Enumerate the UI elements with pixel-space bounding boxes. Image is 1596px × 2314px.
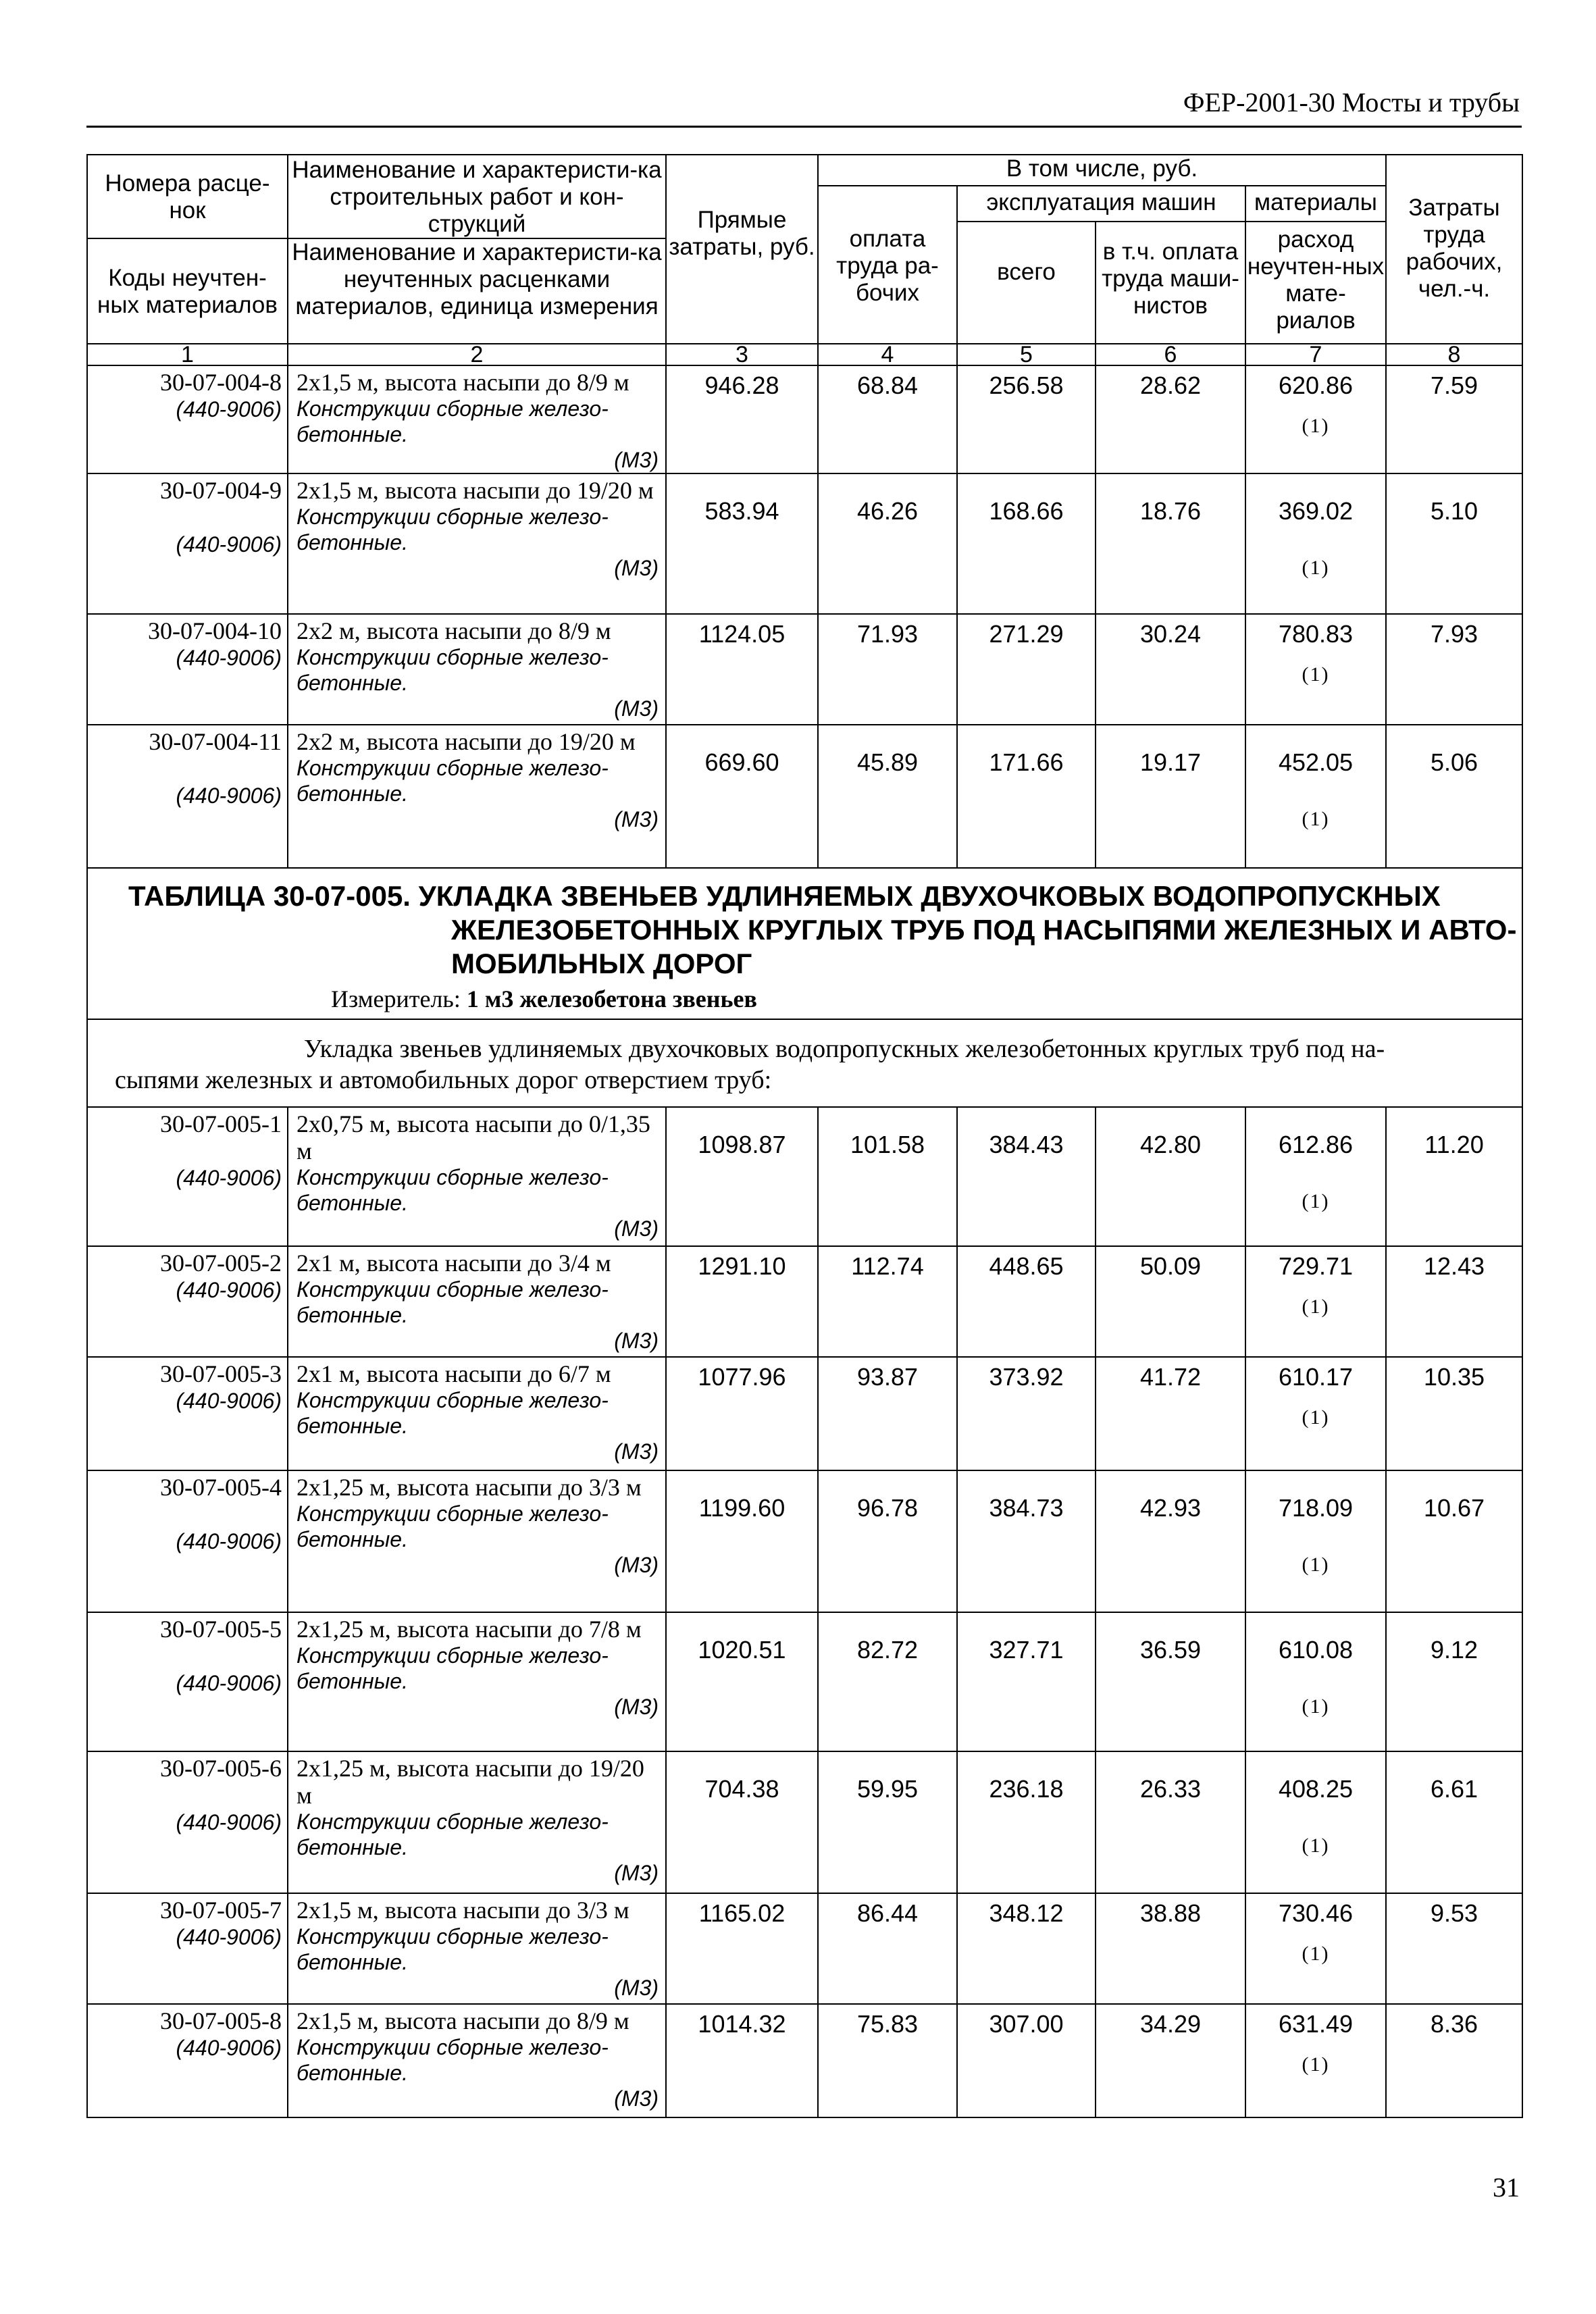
rate-code: 30-07-005-3 bbox=[160, 1360, 282, 1387]
material-unit: (М3) bbox=[614, 807, 659, 831]
material-unit: (М3) bbox=[614, 696, 659, 721]
material-unit: (М3) bbox=[614, 2086, 659, 2111]
material-quantity: (1) bbox=[1302, 1190, 1330, 1212]
description-cell bbox=[288, 725, 666, 868]
work-description: 2х1,5 м, высота насыпи до 19/20 м bbox=[297, 477, 654, 504]
materials-cost: 631.49 bbox=[1278, 2010, 1354, 2038]
direct-costs: 1098.87 bbox=[666, 1107, 818, 1246]
machines-total: 384.73 bbox=[957, 1470, 1096, 1612]
section-header-row bbox=[87, 868, 1522, 1019]
machines-total: 168.66 bbox=[957, 473, 1096, 614]
rate-row bbox=[87, 1470, 1522, 1612]
material-quantity: (1) bbox=[1302, 557, 1330, 579]
rate-code: 30-07-005-7 bbox=[160, 1897, 282, 1924]
materials-cell bbox=[1245, 725, 1386, 868]
description-cell bbox=[288, 365, 666, 473]
column-number: 2 bbox=[288, 344, 666, 365]
labor-pay: 68.84 bbox=[818, 365, 957, 473]
rate-code-cell bbox=[87, 725, 288, 868]
machines-total: 348.12 bbox=[957, 1893, 1096, 2004]
column-number: 4 bbox=[818, 344, 957, 365]
material-name: Конструкции сборные железо-бетонные. bbox=[297, 1643, 609, 1693]
labor-pay: 59.95 bbox=[818, 1751, 957, 1893]
rate-code-cell bbox=[87, 1893, 288, 2004]
material-name: Конструкции сборные железо-бетонные. bbox=[297, 505, 609, 555]
machinists-pay: 38.88 bbox=[1096, 1893, 1245, 2004]
work-description: 2х1 м, высота насыпи до 6/7 м bbox=[297, 1360, 611, 1387]
materials-cell bbox=[1245, 2004, 1386, 2117]
description-cell bbox=[288, 1612, 666, 1751]
description-cell bbox=[288, 473, 666, 614]
machines-total: 373.92 bbox=[957, 1357, 1096, 1470]
labor-hours: 5.10 bbox=[1386, 473, 1522, 614]
machines-total: 171.66 bbox=[957, 725, 1096, 868]
material-name: Конструкции сборные железо-бетонные. bbox=[297, 2035, 609, 2085]
material-name: Конструкции сборные железо-бетонные. bbox=[297, 1277, 609, 1327]
materials-cost: 369.02 bbox=[1278, 497, 1354, 525]
rate-code-cell bbox=[87, 2004, 288, 2117]
materials-cell bbox=[1245, 473, 1386, 614]
material-unit: (М3) bbox=[614, 1695, 659, 1719]
material-name: Конструкции сборные железо-бетонные. bbox=[297, 1809, 609, 1859]
rate-code: 30-07-004-8 bbox=[160, 369, 282, 396]
rate-code: 30-07-005-6 bbox=[160, 1755, 282, 1782]
description-cell bbox=[288, 1357, 666, 1470]
column-number: 7 bbox=[1245, 344, 1386, 365]
material-name: Конструкции сборные железо-бетонные. bbox=[297, 645, 609, 695]
labor-hours: 6.61 bbox=[1386, 1751, 1522, 1893]
labor-hours: 11.20 bbox=[1386, 1107, 1522, 1246]
machinists-pay: 42.93 bbox=[1096, 1470, 1245, 1612]
direct-costs: 1124.05 bbox=[666, 614, 818, 725]
material-unit: (М3) bbox=[614, 556, 659, 580]
labor-hours: 12.43 bbox=[1386, 1246, 1522, 1357]
column-number: 3 bbox=[666, 344, 818, 365]
materials-cost: 408.25 bbox=[1278, 1775, 1354, 1803]
section-title: ТАБЛИЦА 30-07-005. УКЛАДКА ЗВЕНЬЕВ УДЛИНЯЕМЫХ ДВУХОЧКОВЫХ ВОДОПРОПУСКНЫХ ЖЕЛЕЗОБЕТОННЫХ КРУГЛЫХ ТРУБ ПОД НАСЫПЯМИ ЖЕЛЕЗНЫХ И АВТО-МОБИЛЬНЫХ ДОРОГ bbox=[128, 880, 1517, 979]
rate-row bbox=[87, 1357, 1522, 1470]
column-number: 1 bbox=[87, 344, 288, 365]
materials-cost: 612.86 bbox=[1278, 1131, 1354, 1158]
rates-table bbox=[86, 154, 1523, 2118]
material-quantity: (1) bbox=[1302, 2053, 1330, 2076]
rate-row bbox=[87, 473, 1522, 614]
rate-code-cell bbox=[87, 1751, 288, 1893]
rate-row bbox=[87, 1893, 1522, 2004]
material-unit: (М3) bbox=[614, 1439, 659, 1464]
machines-header: эксплуатация машин bbox=[957, 186, 1245, 222]
machinists-pay: 18.76 bbox=[1096, 473, 1245, 614]
material-unit: (М3) bbox=[614, 1553, 659, 1577]
description-cell bbox=[288, 2004, 666, 2117]
rate-code: 30-07-005-4 bbox=[160, 1474, 282, 1501]
rate-code-cell bbox=[87, 1612, 288, 1751]
labor-hours: 8.36 bbox=[1386, 2004, 1522, 2117]
material-code: (440-9006) bbox=[176, 783, 282, 808]
machines-total: 256.58 bbox=[957, 365, 1096, 473]
rate-code: 30-07-005-2 bbox=[160, 1250, 282, 1277]
machinists-pay: 19.17 bbox=[1096, 725, 1245, 868]
column-number: 8 bbox=[1386, 344, 1522, 365]
material-code: (440-9006) bbox=[176, 397, 282, 421]
materials-cell bbox=[1245, 1612, 1386, 1751]
material-code: (440-9006) bbox=[176, 1278, 282, 1302]
subheading-row bbox=[87, 1019, 1522, 1107]
direct-costs: 669.60 bbox=[666, 725, 818, 868]
direct-costs: 704.38 bbox=[666, 1751, 818, 1893]
machines-total: 384.43 bbox=[957, 1107, 1096, 1246]
direct-costs: 1165.02 bbox=[666, 1893, 818, 2004]
material-quantity: (1) bbox=[1302, 1406, 1330, 1429]
rate-code-cell bbox=[87, 1107, 288, 1246]
rate-code-cell bbox=[87, 1357, 288, 1470]
material-unit: (М3) bbox=[614, 448, 659, 472]
materials-cost: 620.86 bbox=[1278, 371, 1354, 399]
material-name: Конструкции сборные железо-бетонные. bbox=[297, 1388, 609, 1438]
machines-total: 448.65 bbox=[957, 1246, 1096, 1357]
machinists-pay: 28.62 bbox=[1096, 365, 1245, 473]
materials-cost: 610.17 bbox=[1278, 1363, 1354, 1391]
labor-pay: 86.44 bbox=[818, 1893, 957, 2004]
work-description: 2х1,25 м, высота насыпи до 19/20 м bbox=[297, 1755, 644, 1809]
col1-header-bottom: Коды неучтен-ных материалов bbox=[87, 238, 288, 344]
labor-hours: 9.12 bbox=[1386, 1612, 1522, 1751]
materials-cost: 730.46 bbox=[1278, 1899, 1354, 1927]
rate-row bbox=[87, 1612, 1522, 1751]
material-unit: (М3) bbox=[614, 1329, 659, 1353]
machinists-pay: 50.09 bbox=[1096, 1246, 1245, 1357]
rate-code: 30-07-005-5 bbox=[160, 1616, 282, 1643]
material-unit: (М3) bbox=[614, 1976, 659, 2000]
materials-cost: 729.71 bbox=[1278, 1252, 1354, 1280]
col8-header: Затраты труда рабочих, чел.-ч. bbox=[1386, 155, 1522, 344]
machinists-pay: 34.29 bbox=[1096, 2004, 1245, 2117]
header-rule bbox=[86, 126, 1522, 128]
direct-costs: 1077.96 bbox=[666, 1357, 818, 1470]
work-description: 2х1 м, высота насыпи до 3/4 м bbox=[297, 1250, 611, 1277]
col1-header-top: Номера расце-нок bbox=[87, 155, 288, 238]
col2-header-top: Наименование и характеристи-ка строительных работ и кон-струкций bbox=[288, 155, 666, 238]
rate-code-cell bbox=[87, 614, 288, 725]
rate-row bbox=[87, 365, 1522, 473]
work-description: 2х1,5 м, высота насыпи до 8/9 м bbox=[297, 369, 629, 396]
labor-pay: 82.72 bbox=[818, 1612, 957, 1751]
material-quantity: (1) bbox=[1302, 808, 1330, 830]
material-quantity: (1) bbox=[1302, 663, 1330, 686]
description-cell bbox=[288, 1107, 666, 1246]
machinists-pay: 41.72 bbox=[1096, 1357, 1245, 1470]
work-description: 2х1,25 м, высота насыпи до 7/8 м bbox=[297, 1616, 642, 1643]
col7-header: расход неучтен-ных мате-риалов bbox=[1245, 222, 1386, 344]
rate-code-cell bbox=[87, 1246, 288, 1357]
material-name: Конструкции сборные железо-бетонные. bbox=[297, 1924, 609, 1974]
material-name: Конструкции сборные железо-бетонные. bbox=[297, 1501, 609, 1551]
machinists-pay: 30.24 bbox=[1096, 614, 1245, 725]
machinists-pay: 36.59 bbox=[1096, 1612, 1245, 1751]
work-description: 2х1,25 м, высота насыпи до 3/3 м bbox=[297, 1474, 642, 1501]
running-header: ФЕР-2001-30 Мосты и трубы bbox=[1183, 87, 1520, 118]
material-name: Конструкции сборные железо-бетонные. bbox=[297, 396, 609, 446]
labor-hours: 5.06 bbox=[1386, 725, 1522, 868]
description-cell bbox=[288, 614, 666, 725]
machines-total: 271.29 bbox=[957, 614, 1096, 725]
material-name: Конструкции сборные железо-бетонные. bbox=[297, 1165, 609, 1215]
materials-cell bbox=[1245, 1751, 1386, 1893]
column-number: 5 bbox=[957, 344, 1096, 365]
materials-cell bbox=[1245, 1893, 1386, 2004]
work-description: 2х1,5 м, высота насыпи до 8/9 м bbox=[297, 2007, 629, 2034]
material-quantity: (1) bbox=[1302, 1943, 1330, 1965]
description-cell bbox=[288, 1893, 666, 2004]
material-quantity: (1) bbox=[1302, 1695, 1330, 1718]
rate-row bbox=[87, 614, 1522, 725]
direct-costs: 1291.10 bbox=[666, 1246, 818, 1357]
material-code: (440-9006) bbox=[176, 1925, 282, 1949]
rate-row bbox=[87, 1751, 1522, 1893]
labor-hours: 7.59 bbox=[1386, 365, 1522, 473]
subheading: Укладка звеньев удлиняемых двухочковых водопропускных железобетонных круглых труб под на- сыпями железных и автомобильных дорог отверстием труб: bbox=[87, 1019, 1522, 1107]
material-quantity: (1) bbox=[1302, 1295, 1330, 1318]
work-description: 2х2 м, высота насыпи до 8/9 м bbox=[297, 617, 611, 644]
col3-header: Прямые затраты, руб. bbox=[666, 155, 818, 344]
work-description: 2х2 м, высота насыпи до 19/20 м bbox=[297, 728, 636, 755]
direct-costs: 583.94 bbox=[666, 473, 818, 614]
description-cell bbox=[288, 1470, 666, 1612]
rate-code-cell bbox=[87, 1470, 288, 1612]
col5-header: всего bbox=[957, 222, 1096, 344]
materials-cell bbox=[1245, 614, 1386, 725]
work-description: 2х1,5 м, высота насыпи до 3/3 м bbox=[297, 1897, 629, 1924]
material-code: (440-9006) bbox=[176, 1671, 282, 1695]
machines-total: 307.00 bbox=[957, 2004, 1096, 2117]
material-quantity: (1) bbox=[1302, 415, 1330, 437]
materials-cost: 718.09 bbox=[1278, 1494, 1354, 1522]
col6-header: в т.ч. оплата труда маши-нистов bbox=[1096, 222, 1245, 344]
material-code: (440-9006) bbox=[176, 532, 282, 557]
material-unit: (М3) bbox=[614, 1861, 659, 1885]
rate-row bbox=[87, 1246, 1522, 1357]
labor-hours: 10.35 bbox=[1386, 1357, 1522, 1470]
material-code: (440-9006) bbox=[176, 1166, 282, 1190]
materials-cell bbox=[1245, 1107, 1386, 1246]
materials-cell bbox=[1245, 1470, 1386, 1612]
section-unit: Измеритель: 1 м3 железобетона звеньев bbox=[331, 985, 757, 1012]
labor-pay: 46.26 bbox=[818, 473, 957, 614]
material-name: Конструкции сборные железо-бетонные. bbox=[297, 756, 609, 806]
column-numbers-row bbox=[87, 344, 1522, 365]
material-code: (440-9006) bbox=[176, 2036, 282, 2060]
direct-costs: 946.28 bbox=[666, 365, 818, 473]
rate-row bbox=[87, 725, 1522, 868]
labor-hours: 10.67 bbox=[1386, 1470, 1522, 1612]
rate-code-cell bbox=[87, 365, 288, 473]
labor-pay: 101.58 bbox=[818, 1107, 957, 1246]
description-cell bbox=[288, 1246, 666, 1357]
column-number: 6 bbox=[1096, 344, 1245, 365]
materials-cost: 452.05 bbox=[1278, 748, 1354, 776]
labor-hours: 7.93 bbox=[1386, 614, 1522, 725]
materials-cell bbox=[1245, 365, 1386, 473]
materials-cost: 780.83 bbox=[1278, 620, 1354, 648]
rate-code-cell bbox=[87, 473, 288, 614]
direct-costs: 1014.32 bbox=[666, 2004, 818, 2117]
rate-code: 30-07-005-8 bbox=[160, 2007, 282, 2034]
material-code: (440-9006) bbox=[176, 1810, 282, 1834]
rate-code: 30-07-004-10 bbox=[148, 617, 282, 644]
machinists-pay: 26.33 bbox=[1096, 1751, 1245, 1893]
material-code: (440-9006) bbox=[176, 1529, 282, 1553]
labor-pay: 45.89 bbox=[818, 725, 957, 868]
page-number: 31 bbox=[1493, 2172, 1520, 2203]
materials-cost: 610.08 bbox=[1278, 1636, 1354, 1664]
col4-header: оплата труда ра-бочих bbox=[818, 186, 957, 344]
labor-hours: 9.53 bbox=[1386, 1893, 1522, 2004]
labor-pay: 75.83 bbox=[818, 2004, 957, 2117]
labor-pay: 93.87 bbox=[818, 1357, 957, 1470]
group-header: В том числе, руб. bbox=[818, 155, 1386, 186]
rate-code: 30-07-004-9 bbox=[160, 477, 282, 504]
rate-code: 30-07-005-1 bbox=[160, 1110, 282, 1137]
labor-pay: 71.93 bbox=[818, 614, 957, 725]
col2-header-bottom: Наименование и характеристи-ка неучтенных расценками материалов, единица измерения bbox=[288, 238, 666, 344]
machines-total: 327.71 bbox=[957, 1612, 1096, 1751]
description-cell bbox=[288, 1751, 666, 1893]
machines-total: 236.18 bbox=[957, 1751, 1096, 1893]
work-description: 2х0,75 м, высота насыпи до 0/1,35 м bbox=[297, 1110, 650, 1164]
material-quantity: (1) bbox=[1302, 1553, 1330, 1576]
rate-code: 30-07-004-11 bbox=[149, 728, 282, 755]
rate-row bbox=[87, 1107, 1522, 1246]
material-quantity: (1) bbox=[1302, 1834, 1330, 1857]
direct-costs: 1020.51 bbox=[666, 1612, 818, 1751]
material-code: (440-9006) bbox=[176, 1389, 282, 1413]
materials-cell bbox=[1245, 1357, 1386, 1470]
material-code: (440-9006) bbox=[176, 646, 282, 670]
materials-header: материалы bbox=[1245, 186, 1386, 222]
section-header bbox=[87, 868, 1522, 1019]
direct-costs: 1199.60 bbox=[666, 1470, 818, 1612]
material-unit: (М3) bbox=[614, 1216, 659, 1241]
labor-pay: 96.78 bbox=[818, 1470, 957, 1612]
machinists-pay: 42.80 bbox=[1096, 1107, 1245, 1246]
rate-row bbox=[87, 2004, 1522, 2117]
materials-cell bbox=[1245, 1246, 1386, 1357]
labor-pay: 112.74 bbox=[818, 1246, 957, 1357]
